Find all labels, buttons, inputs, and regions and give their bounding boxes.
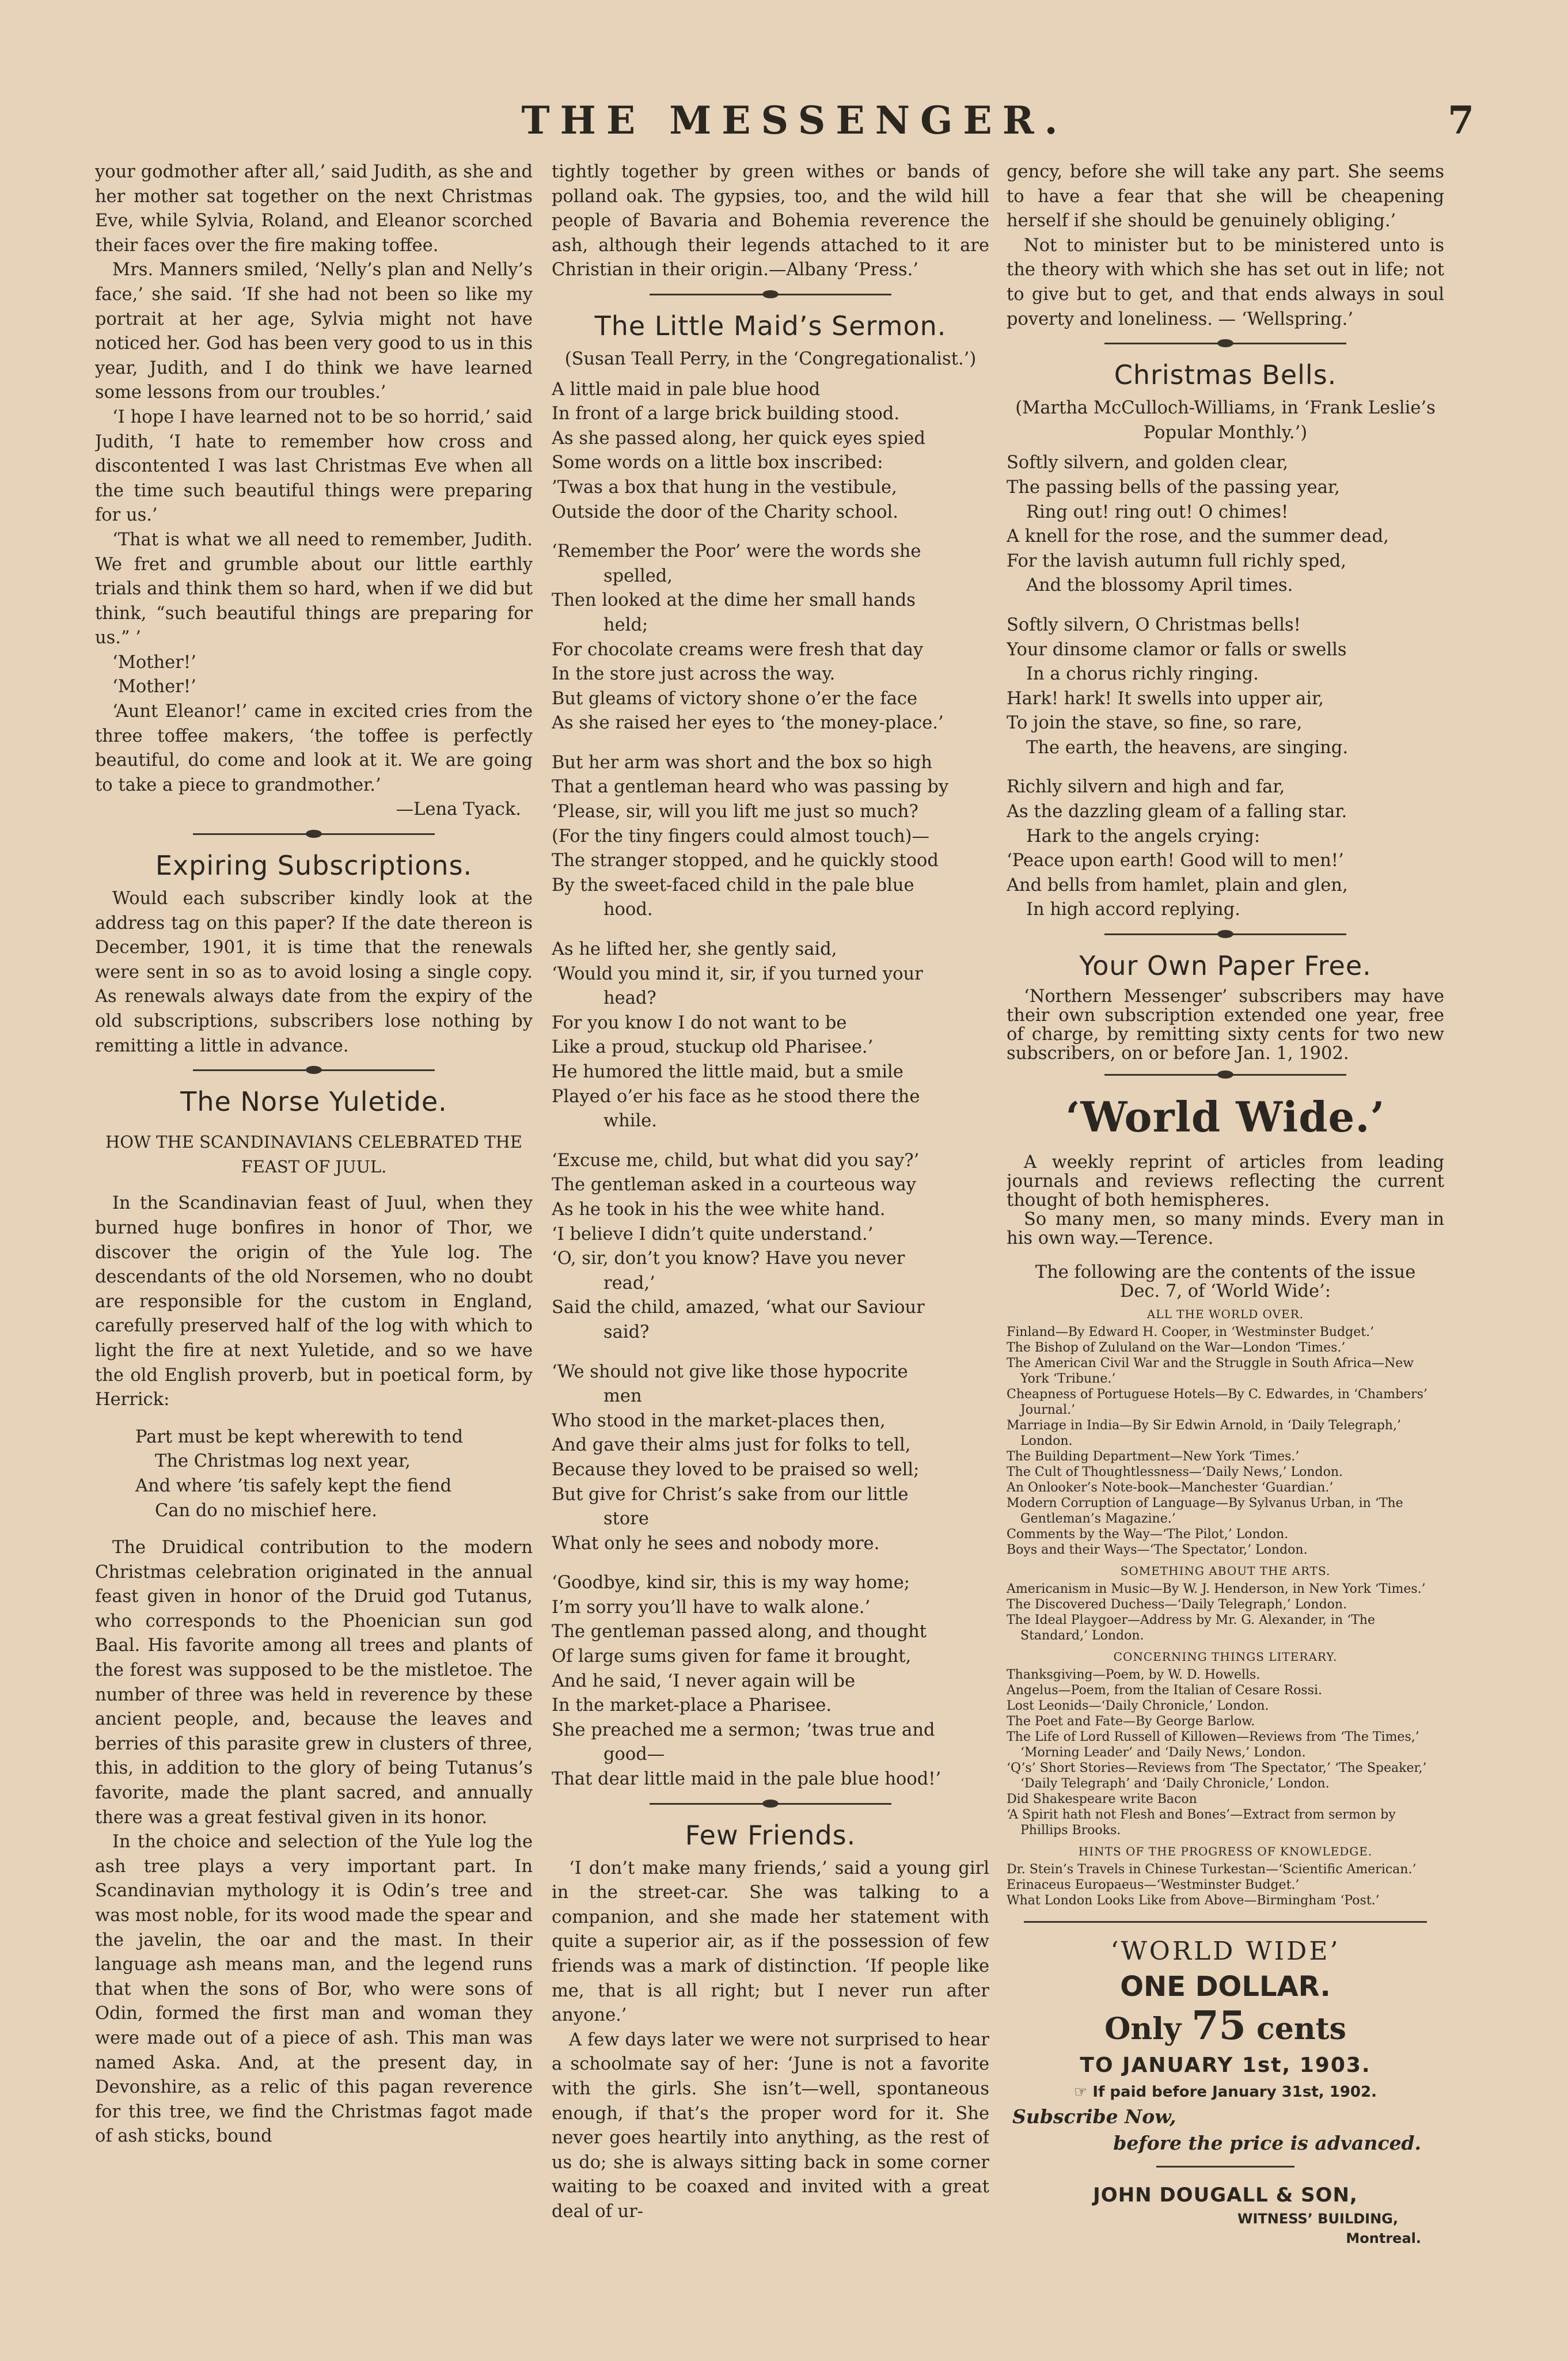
page-number: 7 bbox=[1448, 98, 1474, 143]
contents-item: Boys and their Ways—‘The Spectator,’ London. bbox=[1007, 1543, 1308, 1558]
article-paragraph: A few days later we were not surprised to hear a schoolmate say of her: ‘June is not a favorite with the girls. She isn’t—well, spontaneous enough, if that’s the proper word for it. She never goes heartily into anything, as the rest of us do; she is always sitting back in some corner waiting to be coaxed and invited with a great deal of ur- bbox=[552, 2029, 989, 2222]
verse-line: As the dazzling gleam of a falling star. bbox=[1007, 802, 1347, 822]
verse-line: But gleams of victory shone o’er the face bbox=[552, 688, 918, 709]
article-paragraph: In the Scandinavian feast of Juul, when they burned huge bonfires in honor of Thor, we discover the origin of the Yule log. The descendants of the old Norsemen, who no doubt are responsible for the custom in England, carefully preserved half of the log with which to light the fire at next Yuletide, and so we have the old English proverb, but in poetical form, by Herrick: bbox=[95, 1193, 533, 1410]
publisher-building: WITNESS’ BUILDING, bbox=[1237, 2211, 1398, 2227]
article-paragraph: The Druidical contribution to the modern Christmas celebration originated in the annual feast given in honor of the Druid god Tutanus, who corresponds to the Phoenician sun god Baal. His favorite among all trees and plants of the forest was supposed to be the mistletoe. The number of three was held in reverence by these ancient people, and, because the leaves and berries of this parasite grew in clusters of three, this, in addition to the glory of being Tutanus’s favorite, made the plant sacred, and annually there was a great festival given in its honor. bbox=[95, 1538, 533, 1828]
column-3 bbox=[1007, 160, 1444, 2291]
contents-item: ‘A Spirit hath not Flesh and Bones’—Extract from sermon by Phillips Brooks. bbox=[1007, 1808, 1396, 1838]
verse-line: The stranger stopped, and he quickly stood bbox=[552, 851, 939, 871]
article-paragraph: ‘I don’t make many friends,’ said a young girl in the street-car. She was talking to a companion, and she made her statement with quite a superior air, as if the possession of few friends was a mark of distinction. ‘If people like me, that is all right; but I never run after anyone.’ bbox=[552, 1858, 989, 2026]
verse-line: Then looked at the dime her small hands bbox=[552, 590, 916, 611]
verse-line: A knell for the rose, and the summer dead, bbox=[1007, 526, 1389, 547]
verse-line: Richly silvern and high and far, bbox=[1007, 777, 1285, 798]
verse-line: Hark to the angels crying: bbox=[1026, 826, 1261, 847]
contents-item: Dr. Stein’s Travels in Chinese Turkestan—‘Scientific American.’ bbox=[1007, 1862, 1417, 1877]
verse-line: A little maid in pale blue hood bbox=[552, 379, 821, 400]
contents-item: Did Shakespeare write Bacon bbox=[1007, 1792, 1197, 1807]
article-paragraph: tightly together by green withes or bands of polland oak. The gypsies, too, and the wild hill people of Bavaria and Bohemia reverence the ash, although their legends attached to it are Christian in their origin.—Albany ‘Press.’ bbox=[552, 162, 989, 280]
section-divider bbox=[1007, 332, 1444, 355]
christmas-bells-poem bbox=[1007, 451, 1444, 923]
verse-line: And gave their alms just for folks to tell, bbox=[552, 1435, 911, 1456]
section-divider bbox=[552, 283, 989, 306]
contents-item: Thanksgiving—Poem, by W. D. Howells. bbox=[1007, 1668, 1261, 1683]
article-paragraph: In the choice and selection of the Yule log the ash tree plays a very important part. In Scandinavian mythology it is Odin’s tree and was most noble, for its wood made the spear and the javelin, the oar and the mast. In their language ash means man, and the legend runs that when the sons of Bor, who were sons of Odin, formed the first man and woman they were made out of a piece of ash. This man was named Aska. And, at the present day, in Devonshire, as a relic of this pagan reverence for this tree, we find the Christmas fagot made of ash sticks, bound bbox=[95, 1832, 533, 2147]
verse-line: said? bbox=[603, 1322, 650, 1342]
verse-line: In a chorus richly ringing. bbox=[1026, 664, 1259, 685]
contents-item: The Ideal Playgoer—Address by Mr. G. Alexander, in ‘The Standard,’ London. bbox=[1007, 1613, 1375, 1643]
ad-offer bbox=[1007, 2005, 1444, 2051]
contents-item: ‘Q’s’ Short Stories—Reviews from ‘The Spectator,’ ‘The Speaker,’ ‘Daily Telegraph’ and ‘Daily Chronicle,’ London. bbox=[1007, 1761, 1427, 1791]
verse-line: ‘Excuse me, child, but what did you say?’ bbox=[552, 1150, 920, 1171]
verse-line: Outside the door of the Charity school. bbox=[552, 502, 898, 522]
verse-line: head? bbox=[603, 988, 656, 1009]
ad-price: ONE DOLLAR. bbox=[1120, 1971, 1331, 2003]
verse-line: She preached me a sermon; ’twas true and bbox=[552, 1719, 935, 1740]
verse-line: He humored the little maid, but a smile bbox=[552, 1062, 903, 1082]
contents-item: Americanism in Music—By W. J. Henderson, in New York ‘Times.’ bbox=[1007, 1582, 1426, 1597]
contents-item: What London Looks Like from Above—Birmingham ‘Post.’ bbox=[1007, 1893, 1380, 1908]
story-author: —Lena Tyack. bbox=[396, 799, 521, 820]
story-paragraph: ‘Aunt Eleanor!’ came in excited cries from the three toffee makers, ‘the toffee is perfectly beautiful, do come and look at it. We are going to take a piece to grandmother.’ bbox=[95, 701, 533, 795]
ad-term: TO JANUARY 1st, 1903. bbox=[1080, 2053, 1371, 2078]
verse-line: men bbox=[603, 1386, 642, 1407]
verse-line: And where ’tis safely kept the fiend bbox=[135, 1475, 452, 1496]
story-paragraph: ‘That is what we all need to remember, Judith. We fret and grumble about our little earthly trials and think them so hard, when if we did but think, “such beautiful things are preparing for us.” ’ bbox=[95, 529, 533, 648]
verse-line: ‘Please, sir, will you lift me just so much? bbox=[552, 802, 918, 822]
article-paragraph: gency, before she will take any part. She seems to have a fear that she will be cheapening herself if she should be genuinely obliging.’ bbox=[1007, 162, 1444, 231]
ad-condition: ☞ If paid before January 31st, 1902. bbox=[1074, 2083, 1377, 2101]
verse-line: Who stood in the market-places then, bbox=[552, 1410, 886, 1431]
own-paper-free-heading: Your Own Paper Free. bbox=[1079, 950, 1372, 982]
publisher-name: JOHN DOUGALL & SON, bbox=[1093, 2184, 1358, 2207]
verse-line: To join the stave, so fine, so rare, bbox=[1007, 713, 1303, 734]
verse-line: By the sweet-faced child in the pale blue bbox=[552, 875, 914, 895]
verse-line: As she passed along, her quick eyes spied bbox=[552, 428, 925, 449]
world-wide-description: A weekly reprint of articles from leading journals and reviews reflecting the current thought of both hemispheres. bbox=[1007, 1152, 1444, 1211]
contents-item: Lost Leonids—‘Daily Chronicle,’ London. bbox=[1007, 1699, 1269, 1714]
verse-line: ‘Goodbye, kind sir, this is my way home; bbox=[552, 1573, 910, 1593]
verse-line: As he took in his the wee white hand. bbox=[552, 1199, 886, 1220]
world-wide-motto: So many men, so many minds. Every man in his own way.—Terence. bbox=[1007, 1209, 1444, 1249]
newspaper-title: THE MESSENGER. bbox=[521, 98, 1068, 143]
verse-line: read,’ bbox=[603, 1273, 655, 1293]
contents-intro: The following are the contents of the issue Dec. 7, of ‘World Wide’: bbox=[1035, 1262, 1416, 1302]
column-1 bbox=[95, 160, 533, 2291]
contents-item: The Life of Lord Russell of Killowen—Reviews from ‘The Times,’ ‘Morning Leader’ and ‘Daily News,’ London. bbox=[1007, 1730, 1419, 1760]
contents-item: Angelus—Poem, from the Italian of Cesare Rossi. bbox=[1007, 1683, 1323, 1698]
verse-line: In the market-place a Pharisee. bbox=[552, 1695, 832, 1716]
little-maid-sermon-poem bbox=[552, 378, 989, 1792]
verse-line: The earth, the heavens, are singing. bbox=[1026, 737, 1349, 758]
contents-item: The Cult of Thoughtlessness—‘Daily News,’ London. bbox=[1007, 1465, 1343, 1480]
verse-line: Played o’er his face as he stood there the bbox=[552, 1086, 920, 1107]
ad-title: ‘WORLD WIDE’ bbox=[1110, 1937, 1341, 1967]
ad-deadline: before the price is advanced. bbox=[1113, 2132, 1421, 2155]
contents-item: Cheapness of Portuguese Hotels—By C. Edwardes, in ‘Chambers’ Journal.’ bbox=[1007, 1387, 1427, 1418]
section-divider bbox=[95, 1058, 533, 1081]
verse-line: Like a proud, stuckup old Pharisee.’ bbox=[552, 1037, 874, 1058]
verse-line: Softly silvern, and golden clear, bbox=[1007, 453, 1289, 473]
section-divider bbox=[1007, 1063, 1444, 1086]
norse-yuletide-heading: The Norse Yuletide. bbox=[180, 1086, 447, 1118]
verse-line: And he said, ‘I never again will be bbox=[552, 1671, 856, 1691]
verse-line: And the blossomy April times. bbox=[1026, 575, 1293, 596]
own-paper-free-text: ‘Northern Messenger’ subscribers may have their own subscription extended one year, free of charge, by remitting sixty cents for two new subscribers, on or before Jan. 1, 1902. bbox=[1007, 986, 1444, 1064]
verse-line: held; bbox=[603, 614, 648, 635]
expiring-subscriptions-heading: Expiring Subscriptions. bbox=[155, 850, 473, 882]
verse-line: ‘O, sir, don’t you know? Have you never bbox=[552, 1248, 905, 1269]
verse-line: Of large sums given for fame it brought, bbox=[552, 1646, 912, 1667]
verse-line: As he lifted her, she gently said, bbox=[552, 939, 837, 960]
contents-item: Comments by the Way—‘The Pilot,’ London. bbox=[1007, 1527, 1289, 1542]
verse-line: Your dinsome clamor or falls or swells bbox=[1007, 639, 1347, 660]
ad-offer-only: Only bbox=[1104, 2011, 1182, 2047]
verse-line: Ring out! ring out! O chimes! bbox=[1026, 502, 1289, 522]
verse-line: For you know I do not want to be bbox=[552, 1012, 847, 1033]
contents-category: CONCERNING THINGS LITERARY. bbox=[1113, 1650, 1338, 1664]
contents-item: The Building Department—New York ‘Times.’ bbox=[1007, 1449, 1300, 1464]
contents-category: HINTS OF THE PROGRESS OF KNOWLEDGE. bbox=[1078, 1844, 1373, 1859]
verse-line: while. bbox=[603, 1111, 658, 1132]
verse-line: ‘I believe I didn’t quite understand.’ bbox=[552, 1224, 874, 1244]
masthead bbox=[92, 98, 1497, 150]
verse-line: For the lavish autumn full richly sped, bbox=[1007, 551, 1346, 571]
verse-line: The passing bells of the passing year, bbox=[1007, 477, 1340, 498]
verse-line: Hark! hark! It swells into upper air, bbox=[1007, 688, 1324, 709]
verse-line: The gentleman asked in a courteous way bbox=[552, 1175, 916, 1195]
verse-line: ‘Would you mind it, sir, if you turned your bbox=[552, 963, 923, 984]
world-wide-contents bbox=[1007, 1307, 1444, 1908]
verse-line: The Christmas log next year, bbox=[155, 1451, 411, 1472]
verse-line: spelled, bbox=[603, 565, 673, 586]
verse-line: The gentleman passed along, and thought bbox=[552, 1622, 927, 1642]
ad-offer-cents: cents bbox=[1256, 2011, 1346, 2047]
expiring-subscriptions-text: Would each subscriber kindly look at the address tag on this paper? If the date thereon is December, 1901, it is time that the renewals were sent in so as to avoid losing a single copy. As renewals always date from the expiry of the old subscriptions, subscribers lose nothing by remitting a little in advance. bbox=[95, 889, 533, 1056]
verse-line: ‘Peace upon earth! Good will to men!’ bbox=[1007, 851, 1344, 871]
story-paragraph: your godmother after all,’ said Judith, as she and her mother sat together on the next Christmas Eve, while Sylvia, Roland, and Eleanor scorched their faces over the fire making toffee. bbox=[95, 162, 533, 256]
verse-line: Softly silvern, O Christmas bells! bbox=[1007, 614, 1301, 635]
verse-line: Part must be kept wherewith to tend bbox=[135, 1426, 463, 1447]
story-paragraph: ‘Mother!’ bbox=[112, 652, 196, 673]
ad-call-to-action: Subscribe Now, bbox=[1012, 2105, 1176, 2128]
verse-line: Said the child, amazed, ‘what our Saviour bbox=[552, 1297, 925, 1318]
section-divider bbox=[95, 822, 533, 845]
verse-line: (For the tiny fingers could almost touch)— bbox=[552, 826, 930, 847]
section-divider bbox=[552, 1792, 989, 1815]
verse-line: In front of a large brick building stood. bbox=[552, 404, 900, 424]
verse-line: Some words on a little box inscribed: bbox=[552, 453, 883, 473]
contents-item: The American Civil War and the Struggle in South Africa—New York ‘Tribune.’ bbox=[1007, 1356, 1414, 1387]
section-divider bbox=[1007, 923, 1444, 946]
ad-divider bbox=[1156, 2166, 1294, 2168]
poem-byline: (Susan Teall Perry, in the ‘Congregationalist.’) bbox=[564, 348, 977, 369]
verse-line: ‘We should not give like those hypocrite bbox=[552, 1361, 908, 1382]
verse-line: For chocolate creams were fresh that day bbox=[552, 639, 924, 660]
contents-item: Finland—By Edward H. Cooper, in ‘Westminster Budget.’ bbox=[1007, 1325, 1375, 1340]
herrick-verse bbox=[95, 1425, 533, 1523]
little-maid-sermon-heading: The Little Maid’s Sermon. bbox=[594, 310, 947, 341]
verse-line: hood. bbox=[603, 899, 653, 920]
story-paragraph: ‘Mother!’ bbox=[112, 677, 196, 697]
norse-yuletide-subheading: HOW THE SCANDINAVIANS CELEBRATED THE FEAST OF JUUL. bbox=[105, 1132, 522, 1176]
contents-item: Modern Corruption of Language—By Sylvanus Urban, in ‘The Gentleman’s Magazine.’ bbox=[1007, 1496, 1403, 1527]
verse-line: But her arm was short and the box so high bbox=[552, 752, 932, 773]
contents-item: Marriage in India—By Sir Edwin Arnold, in ‘Daily Telegraph,’ London. bbox=[1007, 1418, 1401, 1449]
verse-line: That dear little maid in the pale blue hood!’ bbox=[552, 1769, 941, 1790]
verse-line: In the store just across the way. bbox=[552, 664, 836, 685]
verse-line: ‘Remember the Poor’ were the words she bbox=[552, 541, 921, 562]
verse-line: store bbox=[603, 1509, 649, 1529]
verse-line: As she raised her eyes to ‘the money-place.’ bbox=[552, 713, 944, 734]
publisher-city: Montreal. bbox=[1346, 2230, 1421, 2247]
verse-line: What only he sees and nobody more. bbox=[552, 1533, 880, 1554]
column-2 bbox=[552, 160, 989, 2291]
contents-item: The Discovered Duchess—‘Daily Telegraph,’ London. bbox=[1007, 1597, 1347, 1612]
christmas-bells-heading: Christmas Bells. bbox=[1114, 359, 1337, 391]
story-paragraph: Mrs. Manners smiled, ‘Nelly’s plan and Nelly’s face,’ she said. ‘If she had not been so like my portrait at her age, Sylvia might not have noticed her. God has been very good to us in this year, Judith, and I do think we have learned some lessons from our troubles.’ bbox=[95, 260, 533, 403]
contents-category: SOMETHING ABOUT THE ARTS. bbox=[1120, 1564, 1331, 1578]
world-wide-advertisement bbox=[1007, 1934, 1444, 2248]
verse-line: Can do no mischief here. bbox=[155, 1500, 378, 1521]
verse-line: ’Twas a box that hung in the vestibule, bbox=[552, 477, 897, 498]
contents-item: An Onlooker’s Note-book—Manchester ‘Guardian.’ bbox=[1007, 1481, 1334, 1495]
article-paragraph: Not to minister but to be ministered unto is the theory with which she has set out in life; not to give but to get, and that ends always in soul poverty and loneliness. — ‘Wellspring.’ bbox=[1007, 235, 1444, 329]
verse-line: But give for Christ’s sake from our little bbox=[552, 1484, 909, 1505]
verse-line: Because they loved to be praised so well; bbox=[552, 1459, 920, 1480]
story-paragraph: ‘I hope I have learned not to be so horrid,’ said Judith, ‘I hate to remember how cross and discontented I was last Christmas Eve when all the time such beautiful things were preparing for us.’ bbox=[95, 407, 533, 526]
contents-item: The Bishop of Zululand on the War—London ‘Times.’ bbox=[1007, 1341, 1346, 1356]
ad-offer-amount: 75 bbox=[1191, 2003, 1246, 2049]
verse-line: I’m sorry you’ll have to walk alone.’ bbox=[552, 1597, 871, 1618]
world-wide-heading: ‘World Wide.’ bbox=[1065, 1092, 1385, 1142]
contents-item: The Poet and Fate—By George Barlow. bbox=[1007, 1714, 1255, 1729]
poem-byline: (Martha McCulloch-Williams, in ‘Frank Leslie’s Popular Monthly.’) bbox=[1015, 398, 1436, 443]
verse-line: That a gentleman heard who was passing by bbox=[552, 777, 949, 798]
verse-line: good— bbox=[603, 1744, 665, 1765]
contents-item: Erinaceus Europaeus—‘Westminster Budget.’ bbox=[1007, 1878, 1300, 1893]
contents-category: ALL THE WORLD OVER. bbox=[1146, 1307, 1304, 1322]
section-divider bbox=[1024, 1921, 1427, 1923]
verse-line: And bells from hamlet, plain and glen, bbox=[1007, 875, 1348, 895]
verse-line: In high accord replying. bbox=[1026, 899, 1240, 920]
few-friends-heading: Few Friends. bbox=[685, 1819, 856, 1851]
